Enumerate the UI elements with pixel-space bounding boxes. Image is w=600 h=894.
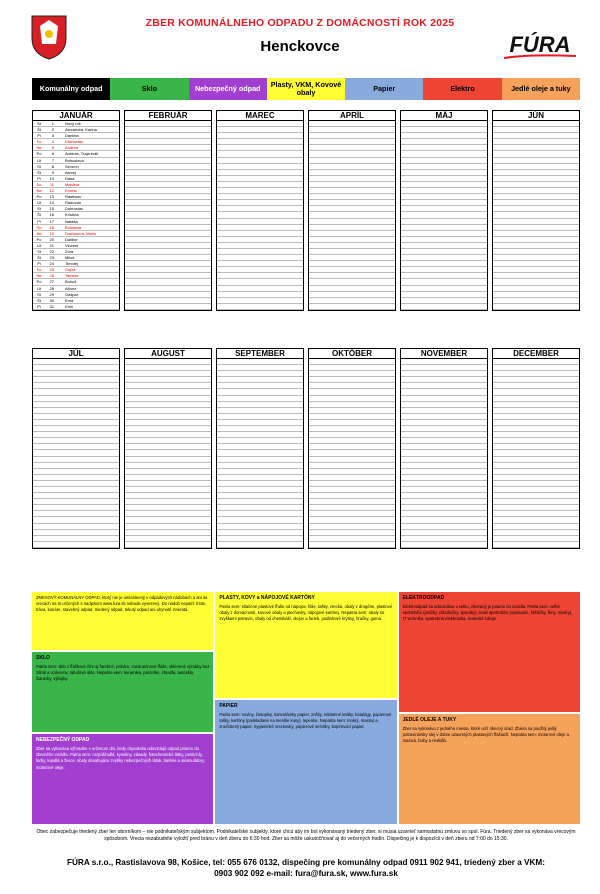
month-name: OKTÓBER xyxy=(309,349,395,359)
legend-item: Papier xyxy=(345,78,423,100)
month-name: DECEMBER xyxy=(493,349,579,359)
legend-item: Sklo xyxy=(110,78,188,100)
calendar-day: Pi 24 Timotej xyxy=(33,261,119,267)
calendar-day xyxy=(309,304,395,310)
info-section xyxy=(32,592,580,824)
calendar-day: So 11 Malvína xyxy=(33,182,119,188)
electro-info: ELEKTROODPAD Elektroodpad sa odovzdáva v celku, zbieraný je priamo do vozidla. Patria sem: veľké spotrebiče (práčky, chladničky, sporáky), malé spotrebiče (vysávače, žehličky, fény, mixéry), IT technika, spotrebná elektronika, svetelné zdroje. xyxy=(399,592,580,712)
calendar-day xyxy=(493,304,579,310)
calendar-day: Po 20 Dalibor xyxy=(33,237,119,243)
calendar-day xyxy=(309,542,395,548)
calendar-day: St 1 Nový rok xyxy=(33,121,119,127)
month-calendar xyxy=(124,348,212,549)
month-calendar xyxy=(492,348,580,549)
calendar-day: Št 30 Ema xyxy=(33,298,119,304)
calendar-day xyxy=(217,304,303,310)
month-calendar xyxy=(308,348,396,549)
mixed-waste-info: ZMESOVÝ KOMUNÁLNY ODPAD, ktorý nie je umiestnený v odpadových nádobách a ani sa vrecách na to určených s nadpisom www.fura.sk nebude vyvezený. Do nádob nepatrí: lístie, tráva, konáre, stavebný odpad, triedený odpad, tekutý odpad ani uhynuté zvieratá. xyxy=(32,592,213,650)
calendar-day: Ne 5 Andrea xyxy=(33,145,119,151)
calendar-day: Ut 7 Bohuslava xyxy=(33,158,119,164)
calendar-day: Ut 21 Vincent xyxy=(33,243,119,249)
month-name: MÁJ xyxy=(401,111,487,121)
legend-item: Plasty, VKM, Kovové obaly xyxy=(267,78,345,100)
legend-item: Komunálny odpad xyxy=(32,78,110,100)
month-name: SEPTEMBER xyxy=(217,349,303,359)
calendar-day xyxy=(33,542,119,548)
town-crest-icon xyxy=(30,14,68,60)
calendar-day xyxy=(401,542,487,548)
calendar-day: Pi 31 Emil xyxy=(33,304,119,310)
month-name: MAREC xyxy=(217,111,303,121)
calendar-day: Po 13 Rastislav xyxy=(33,194,119,200)
calendar-day xyxy=(401,304,487,310)
calendar-day: St 22 Zora xyxy=(33,249,119,255)
month-name: AUGUST xyxy=(125,349,211,359)
calendar-day: Po 6 Antónia, Traja králi xyxy=(33,151,119,157)
calendar-day: Ut 14 Radovan xyxy=(33,200,119,206)
plastic-info: PLASTY, KOVY a NÁPOJOVÉ KARTÓNY Patria sem: stlačené plastové fľaše od nápojov, fólie, tašky, vrecká, obaly z drogérie, plastové obaly z domácností, kovové obaly a plechovky, nápojové kartóny. Nepatria sem: obaly so zvyškami potravín, obaly od chemikálií, olejov a farieb, podlahové krytiny, hračky, guma. xyxy=(215,592,396,698)
calendar-day xyxy=(217,542,303,548)
month-calendar xyxy=(400,110,488,311)
legend-item: Nebezpečný odpad xyxy=(189,78,267,100)
calendar-day: Pi 17 Nataša xyxy=(33,219,119,225)
month-calendar xyxy=(400,348,488,549)
calendar-day: Pi 3 Daniela xyxy=(33,133,119,139)
month-name: NOVEMBER xyxy=(401,349,487,359)
town-name: Henckovce xyxy=(260,38,340,55)
calendar-day: So 25 Gejza xyxy=(33,267,119,273)
waste-type-legend xyxy=(32,78,580,100)
footer-contact xyxy=(32,857,580,879)
calendar-day: Pi 10 Dáša xyxy=(33,176,119,182)
month-name: JÚL xyxy=(33,349,119,359)
calendar-day: Po 27 Bohuš xyxy=(33,279,119,285)
svg-text:FÚRA: FÚRA xyxy=(509,32,571,57)
calendar-day: Št 16 Kristína xyxy=(33,212,119,218)
paper-info: PAPIER Patria sem: noviny, časopisy, kancelársky papier, zošity, reklamné letáky, katalógy, papierové tašky, kartóny (poskladané na menšie kusy), lepenka. Nepatria sem: mokrý, mastný a znečistený papier, hygienické vreckovky, papierové servítky, kopírovací papier. xyxy=(215,700,396,824)
footer-note: Obec zabezpečuje triedený zber len oborníkom – nie podnikateľským subjektom. Podnikateľské subjekty, ktoré chcú aby im bol vykonávaný triedený zber, si musia uzavrieť samostatnú zmluvu so spol. Fúra. Triedený zber sa vykonáva vrecovým spôsobom. Vrecia nezabudnite vyložiť pred bránu v deň zberu do 6:30 hod. Zber sa môže uskutočňovať aj do večerných hodín. Dispečing je k dispozícii v deň zberu od 7:00 do 15:30. xyxy=(36,829,576,842)
calendar-first-half xyxy=(32,110,580,311)
month-name: JÚN xyxy=(493,111,579,121)
month-name: JANUÁR xyxy=(33,111,119,121)
calendar-day xyxy=(125,542,211,548)
company-contact: 0903 902 092 e-mail: fura@fura.sk, www.fura.sk xyxy=(214,869,398,879)
month-calendar xyxy=(216,348,304,549)
calendar-day: St 8 Severín xyxy=(33,164,119,170)
legend-item: Elektro xyxy=(423,78,501,100)
legend-item: Jedlé oleje a tuky xyxy=(502,78,580,100)
page-title: ZBER KOMUNÁLNEHO ODPADU Z DOMÁCNOSTÍ ROK 2025 xyxy=(145,17,455,29)
fura-logo xyxy=(500,30,580,64)
month-calendar xyxy=(32,110,120,311)
month-calendar xyxy=(308,110,396,311)
calendar-day xyxy=(493,542,579,548)
month-calendar xyxy=(216,110,304,311)
calendar-day: Št 23 Miloš xyxy=(33,255,119,261)
calendar-day: Ne 26 Tamara xyxy=(33,273,119,279)
calendar-day xyxy=(125,304,211,310)
month-calendar xyxy=(492,110,580,311)
calendar-day: Št 9 Alexej xyxy=(33,170,119,176)
calendar-day: Ne 19 Drahomíra, Mário xyxy=(33,231,119,237)
company-address: FÚRA s.r.o., Rastislavova 98, Košice, tel: 055 676 0132, dispečing pre komunálny odpad 0911 902 941, triedený zber a VKM: xyxy=(67,858,545,867)
calendar-second-half xyxy=(32,348,580,549)
calendar-day: Ut 28 Alfonz xyxy=(33,286,119,292)
month-calendar xyxy=(124,110,212,311)
calendar-day: So 4 Drahoslav xyxy=(33,139,119,145)
hazardous-info: NEBEZPEČNÝ ODPAD Zber sa vykonáva výhradne v určenom dni, kedy obyvatelia odovzdajú odpad priamo do zberného vozidla. Patria sem: rozpúšťadlá, kyseliny, zásady, fotochemické látky, pesticídy, farby, lepidlá a živice, obaly obsahujúce zvyšky nebezpečných látok, batérie a akumulátory, motorové oleje. xyxy=(32,734,213,824)
month-name: APRÍL xyxy=(309,111,395,121)
calendar-day: Ne 12 Ernest xyxy=(33,188,119,194)
calendar-day: St 15 Dobroslav xyxy=(33,206,119,212)
oil-info: JEDLÉ OLEJE A TUKY Zber sa vykonáva z jedného miesta, ktoré určí obecný úrad. Zbiera sa použitý jedlý potravinársky olej v dobre uzavretých plastových fľašiach. Nepatria sem: motorové oleje a mazivá, farby a riedidlá. xyxy=(399,714,580,824)
calendar-day: So 18 Bohdana xyxy=(33,225,119,231)
month-calendar xyxy=(32,348,120,549)
calendar-day: Št 2 Alexandra, Karina xyxy=(33,127,119,133)
month-name: FEBRUÁR xyxy=(125,111,211,121)
glass-info: SKLO Patria sem: sklo z fľaškové číre aj farebné, poháre, zaváraninové fľaše, sklenené výrobky bez zátok a uzáverov, tabuľové sklo. Nepatria sem: keramika, porcelán, zrkadlá, autosklo, žiarovky, výbojky. xyxy=(32,652,213,732)
calendar-day: St 29 Gašpar xyxy=(33,292,119,298)
